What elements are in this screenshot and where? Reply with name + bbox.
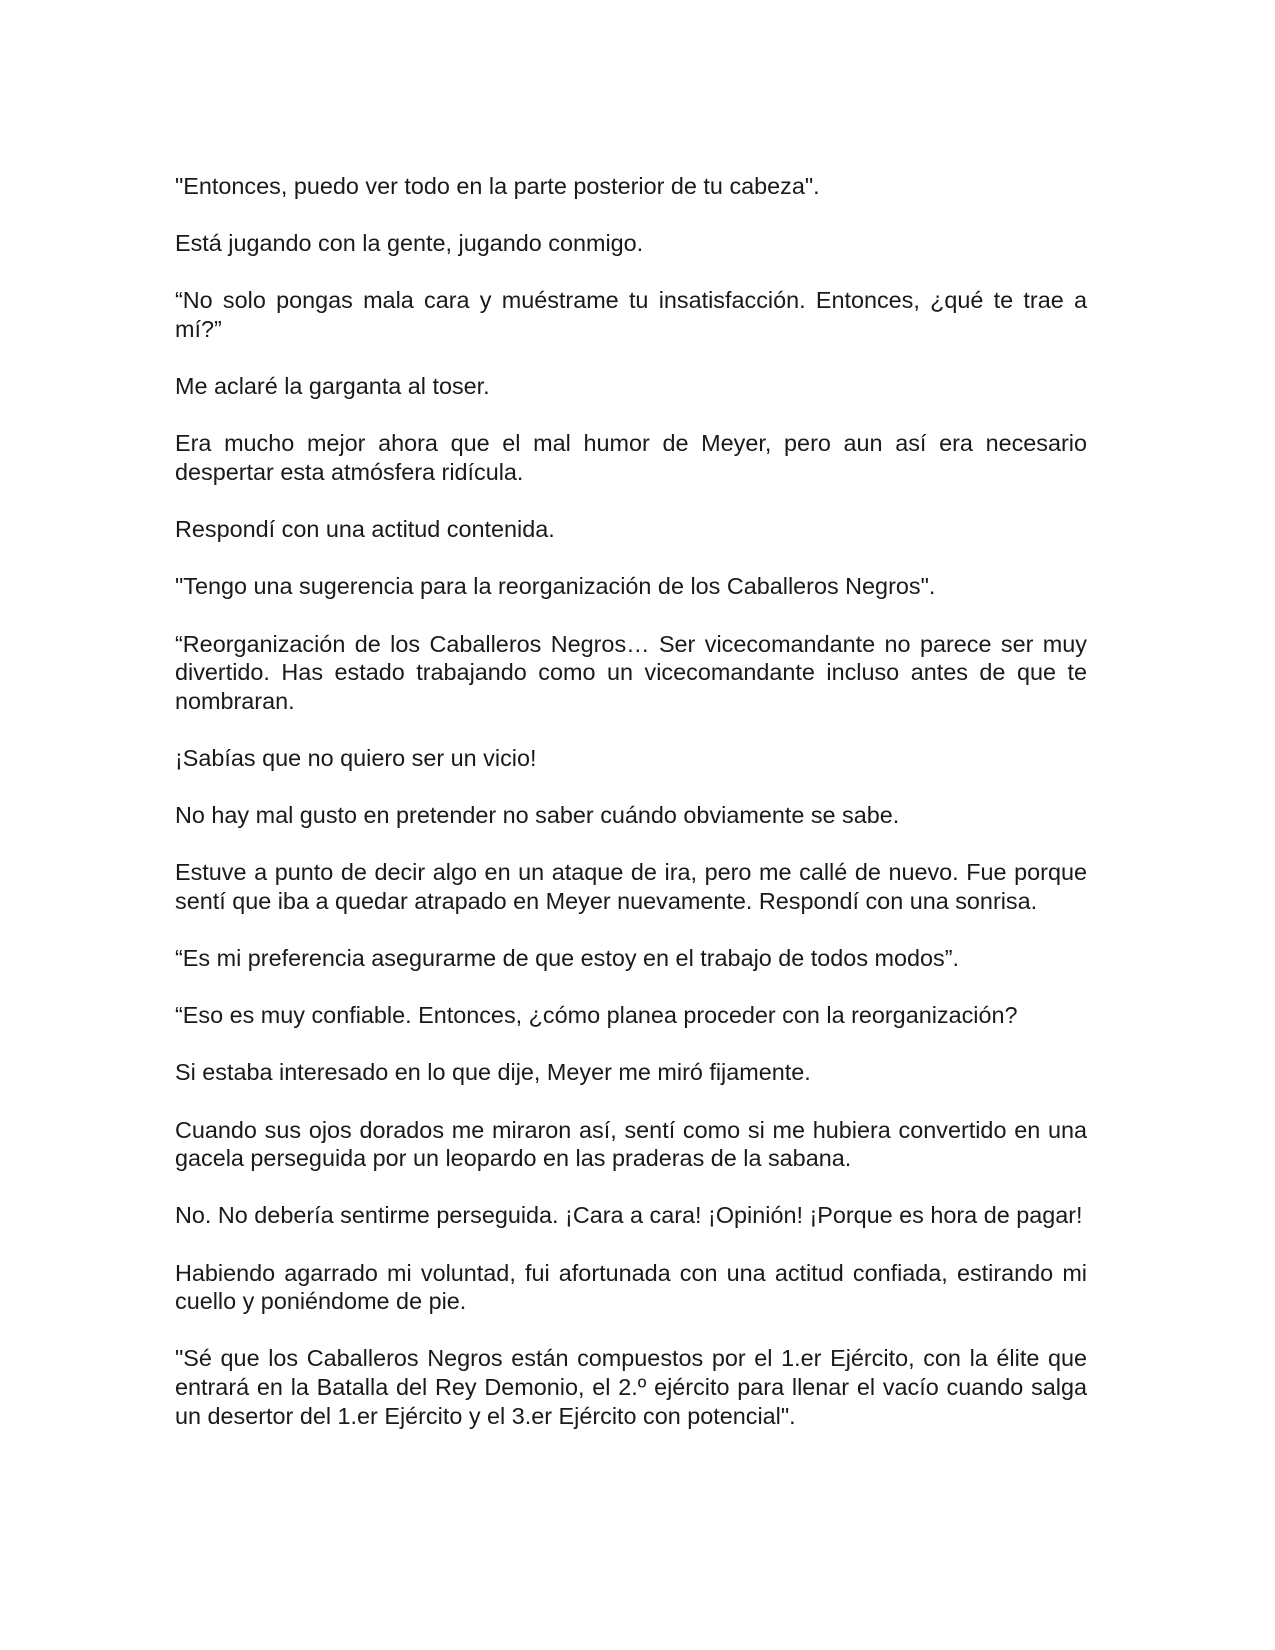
paragraph: "Entonces, puedo ver todo en la parte posterior de tu cabeza". (175, 173, 820, 199)
paragraph: Estuve a punto de decir algo en un ataque de ira, pero me callé de nuevo. Fue porque sentí que iba a quedar atrapado en Meyer nuevamente. Respondí con una sonrisa. (175, 859, 1087, 914)
paragraph: Está jugando con la gente, jugando conmigo. (175, 230, 644, 257)
paragraph: Si estaba interesado en lo que dije, Meyer me miró fijamente. (175, 1059, 811, 1086)
paragraph: "Tengo una sugerencia para la reorganización de los Caballeros Negros". (175, 573, 936, 600)
paragraph: “Es mi preferencia asegurarme de que estoy en el trabajo de todos modos”. (175, 945, 960, 972)
paragraph: "Sé que los Caballeros Negros están compuestos por el 1.er Ejército, con la élite que entrará en la Batalla del Rey Demonio, el 2.º ejército para llenar el vacío cuando salga un desertor del 1.er Ejército y el 3.er Ejército con potencial". (175, 1345, 1087, 1429)
document-page (175, 172, 1087, 1459)
paragraph: Cuando sus ojos dorados me miraron así, sentí como si me hubiera convertido en una gacela perseguida por un leopardo en las praderas de la sabana. (175, 1116, 1087, 1172)
paragraph: Era mucho mejor ahora que el mal humor de Meyer, pero aun así era necesario despertar esta atmósfera ridícula. (175, 430, 1087, 485)
paragraph: No. No debería sentirme perseguida. ¡Cara a cara! ¡Opinión! ¡Porque es hora de pagar! (175, 1202, 1083, 1229)
paragraph: Me aclaré la garganta al toser. (175, 373, 490, 400)
paragraph: “No solo pongas mala cara y muéstrame tu insatisfacción. Entonces, ¿qué te trae a mí?” (175, 287, 1087, 342)
paragraph: “Eso es muy confiable. Entonces, ¿cómo planea proceder con la reorganización? (175, 1002, 1018, 1029)
paragraph: ¡Sabías que no quiero ser un vicio! (175, 744, 537, 771)
paragraph: “Reorganización de los Caballeros Negros… Ser vicecomandante no parece ser muy divertido. Has estado trabajando como un vicecomandante incluso antes de que te nombraran. (175, 630, 1087, 714)
paragraph: Respondí con una actitud contenida. (175, 516, 555, 543)
paragraph: No hay mal gusto en pretender no saber cuándo obviamente se sabe. (175, 802, 900, 829)
paragraph: Habiendo agarrado mi voluntad, fui afortunada con una actitud confiada, estirando mi cuello y poniéndome de pie. (175, 1259, 1087, 1315)
